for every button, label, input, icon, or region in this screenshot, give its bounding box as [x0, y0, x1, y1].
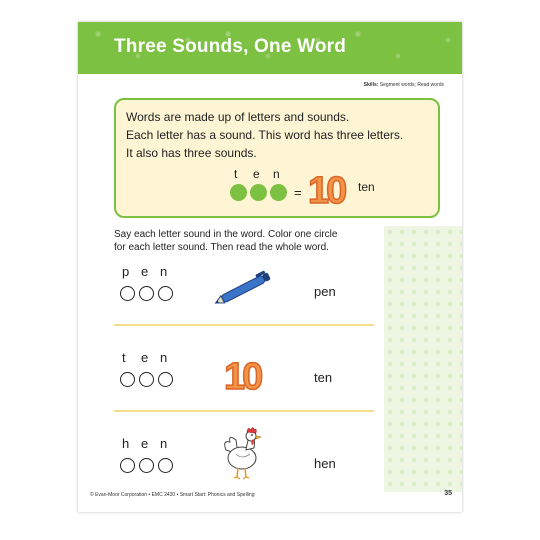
demo-letter: n: [273, 167, 280, 181]
number-10-image: 10: [224, 356, 261, 398]
sound-circle[interactable]: [139, 458, 154, 473]
instructions: [114, 228, 337, 254]
row-divider: [114, 324, 374, 326]
pen-image: [212, 270, 278, 306]
letter: p: [122, 264, 130, 279]
row-divider: [114, 410, 374, 412]
instruction-line: for each letter sound. Then read the whole word.: [114, 242, 329, 253]
info-box: [114, 98, 440, 218]
page-title: Three Sounds, One Word: [114, 36, 347, 57]
demo-letter: t: [234, 167, 238, 181]
footer-credit: © Evan-Moor Corporation • EMC 2430 • Smart Start: Phonics and Spelling: [90, 492, 255, 498]
row-letters: [122, 264, 179, 279]
info-line: Each letter has a sound. This word has three letters.: [126, 128, 404, 142]
exercise-row-hen: [78, 436, 462, 512]
row-word: ten: [314, 370, 333, 385]
sound-circle[interactable]: [120, 372, 135, 387]
demo-word: ten: [358, 180, 375, 194]
info-line: It also has three sounds.: [126, 146, 257, 160]
exercise-row-ten: [78, 350, 462, 430]
sound-circle[interactable]: [158, 286, 173, 301]
letter: e: [141, 350, 149, 365]
skills-text: Segment words; Read words: [379, 82, 444, 88]
worksheet-page: [78, 22, 462, 512]
banner-dashed-border: [78, 72, 462, 76]
row-letters: [122, 350, 179, 365]
skills-label: Skills:: [363, 82, 379, 88]
letter: e: [141, 264, 149, 279]
sound-circle[interactable]: [120, 458, 135, 473]
skills-note: [364, 82, 444, 88]
equals-sign: =: [294, 185, 302, 200]
info-line: Words are made up of letters and sounds.: [126, 110, 350, 124]
letter: n: [160, 436, 168, 451]
title-banner: [78, 22, 462, 74]
letter: t: [122, 350, 126, 365]
letter: n: [160, 350, 168, 365]
row-letters: [122, 436, 179, 451]
sound-circles: [120, 372, 177, 392]
sound-circle[interactable]: [139, 372, 154, 387]
sound-circle[interactable]: [139, 286, 154, 301]
filled-circle: [250, 184, 267, 201]
sound-circles: [120, 286, 177, 306]
hen-image: [220, 424, 264, 482]
row-word: hen: [314, 456, 336, 471]
sound-circle[interactable]: [158, 458, 173, 473]
letter: e: [141, 436, 149, 451]
sound-circle[interactable]: [120, 286, 135, 301]
filled-circle: [270, 184, 287, 201]
row-word: pen: [314, 284, 336, 299]
letter: h: [122, 436, 130, 451]
instruction-line: Say each letter sound in the word. Color one circle: [114, 229, 338, 240]
number-10-image: 10: [308, 170, 345, 212]
demo-letter: e: [253, 167, 260, 181]
page-number: 35: [444, 490, 452, 497]
demo-example: [116, 100, 438, 216]
sound-circles: [120, 458, 177, 478]
sound-circle[interactable]: [158, 372, 173, 387]
filled-circle: [230, 184, 247, 201]
letter: n: [160, 264, 168, 279]
exercise-row-pen: [78, 264, 462, 344]
